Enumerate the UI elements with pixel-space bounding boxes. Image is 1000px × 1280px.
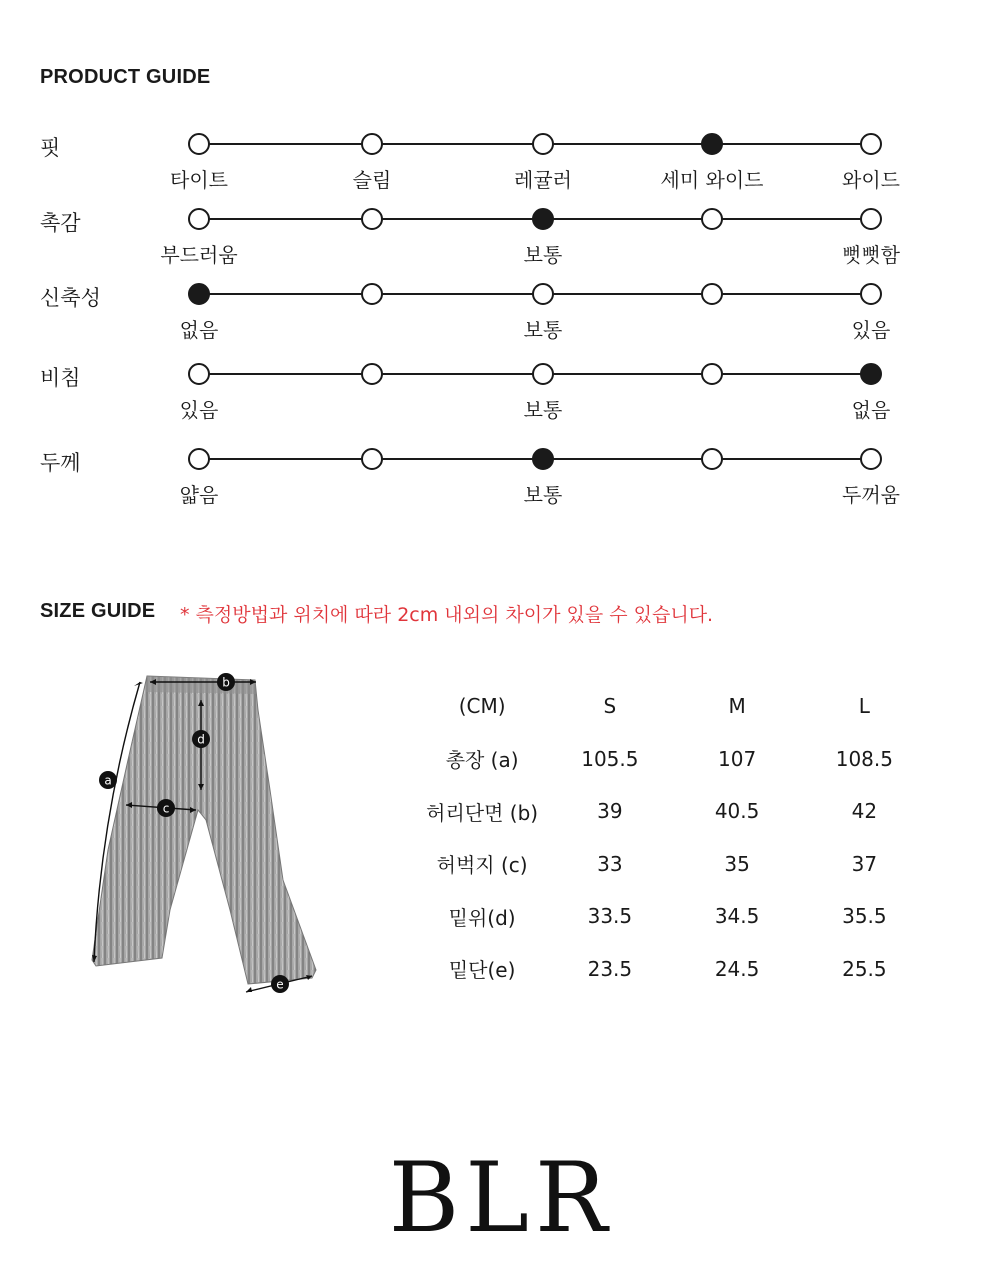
- guide-scale-label: 보통: [523, 483, 563, 507]
- brand-logo: [370, 1148, 632, 1244]
- table-row: [418, 785, 928, 838]
- guide-dot: [188, 363, 210, 385]
- guide-row: [0, 366, 1000, 444]
- guide-row: [0, 211, 1000, 289]
- guide-dot: [361, 208, 383, 230]
- size-measure-label: 허리단면 (b): [426, 800, 539, 825]
- guide-row: [0, 136, 1000, 214]
- guide-scale-label: 두꺼움: [842, 483, 900, 507]
- size-measure-label: 밑위(d): [448, 905, 516, 930]
- size-value-cell: 24.5: [714, 956, 760, 981]
- guide-scale-label: 타이트: [170, 168, 228, 192]
- guide-dot: [860, 208, 882, 230]
- table-row: [418, 838, 928, 891]
- guide-row-label: 비침: [40, 366, 81, 390]
- guide-dot: [188, 133, 210, 155]
- size-table-header-cell: (CM): [458, 694, 506, 719]
- size-value-cell: 35: [724, 851, 750, 876]
- product-guide-title: PRODUCT GUIDE: [40, 66, 211, 88]
- guide-scale-label: 슬림: [352, 168, 392, 192]
- size-value-cell: 105.5: [581, 746, 639, 771]
- table-row: [418, 943, 928, 996]
- size-guide-note: * 측정방법과 위치에 따라 2cm 내외의 차이가 있을 수 있습니다.: [180, 604, 714, 626]
- guide-scale-label: 와이드: [842, 168, 900, 192]
- guide-dot-selected: [860, 363, 882, 385]
- size-measure-label: 밑단(e): [448, 958, 516, 983]
- guide-scale-label: 세미 와이드: [660, 168, 764, 192]
- guide-row: [0, 286, 1000, 364]
- size-measure-label: 총장 (a): [445, 748, 519, 773]
- size-table-header-cell: S: [603, 694, 617, 719]
- marker-d: [192, 730, 210, 748]
- size-value-cell: 42: [851, 799, 878, 824]
- guide-scale-label: 보통: [523, 398, 563, 422]
- size-value-cell: 37: [851, 851, 878, 876]
- size-value-cell: 33: [597, 851, 623, 876]
- guide-scale-label: 없음: [179, 318, 219, 342]
- guide-row-label: 두께: [40, 451, 81, 475]
- guide-scale-label: 보통: [523, 318, 563, 342]
- guide-dot-selected: [532, 448, 554, 470]
- guide-dot: [701, 363, 723, 385]
- table-row: [418, 890, 928, 943]
- guide-dot: [188, 208, 210, 230]
- guide-scale-label: 뻣뻣함: [842, 243, 900, 267]
- guide-scale-label: 보통: [523, 243, 563, 267]
- table-row: [418, 733, 928, 786]
- size-value-cell: 108.5: [835, 746, 893, 771]
- guide-dot: [361, 363, 383, 385]
- svg-text:d: d: [197, 732, 205, 747]
- guide-scale-label: 있음: [179, 398, 219, 422]
- guide-dot: [361, 283, 383, 305]
- guide-dot: [701, 208, 723, 230]
- size-table-header-cell: L: [858, 694, 870, 719]
- guide-row: [0, 451, 1000, 529]
- size-value-cell: 35.5: [842, 904, 887, 929]
- guide-dot-selected: [701, 133, 723, 155]
- guide-dot: [860, 133, 882, 155]
- marker-e: [271, 975, 289, 993]
- svg-text:e: e: [276, 977, 284, 992]
- guide-dot: [361, 448, 383, 470]
- svg-text:a: a: [104, 773, 112, 788]
- size-value-cell: 40.5: [714, 799, 760, 824]
- pants-shape: [92, 676, 316, 984]
- guide-row-label: 신축성: [40, 286, 101, 310]
- svg-text:BLR: BLR: [388, 1148, 614, 1244]
- guide-dot: [701, 448, 723, 470]
- guide-scale-label: 부드러움: [160, 243, 238, 267]
- guide-dot: [860, 283, 882, 305]
- marker-b: [217, 673, 235, 691]
- size-table-header-cell: M: [728, 694, 746, 719]
- size-guide-title: SIZE GUIDE: [40, 600, 156, 622]
- guide-row-label: 핏: [40, 136, 61, 160]
- guide-dot: [188, 448, 210, 470]
- guide-dot: [701, 283, 723, 305]
- guide-dot: [860, 448, 882, 470]
- guide-dot: [532, 283, 554, 305]
- guide-scale-label: 얇음: [179, 483, 219, 507]
- size-table-header: [418, 680, 928, 733]
- svg-text:b: b: [222, 675, 230, 690]
- guide-dot-selected: [532, 208, 554, 230]
- marker-a: [99, 771, 117, 789]
- guide-scale-label: 레귤러: [514, 168, 572, 192]
- guide-row-label: 촉감: [40, 211, 81, 235]
- size-value-cell: 107: [718, 746, 757, 771]
- guide-scale-label: 없음: [851, 398, 891, 422]
- guide-dot: [532, 363, 554, 385]
- pants-measurement-illustration: [80, 670, 330, 1000]
- marker-c: [157, 799, 175, 817]
- svg-text:c: c: [162, 801, 170, 816]
- size-value-cell: 34.5: [714, 904, 760, 929]
- size-value-cell: 23.5: [587, 956, 633, 981]
- guide-scale-label: 있음: [851, 318, 891, 342]
- guide-dot: [532, 133, 554, 155]
- guide-dot: [361, 133, 383, 155]
- size-value-cell: 33.5: [587, 904, 633, 929]
- size-value-cell: 25.5: [842, 956, 887, 981]
- size-table: [418, 680, 928, 995]
- size-value-cell: 39: [597, 799, 623, 824]
- guide-dot-selected: [188, 283, 210, 305]
- size-measure-label: 허벅지 (c): [436, 853, 528, 878]
